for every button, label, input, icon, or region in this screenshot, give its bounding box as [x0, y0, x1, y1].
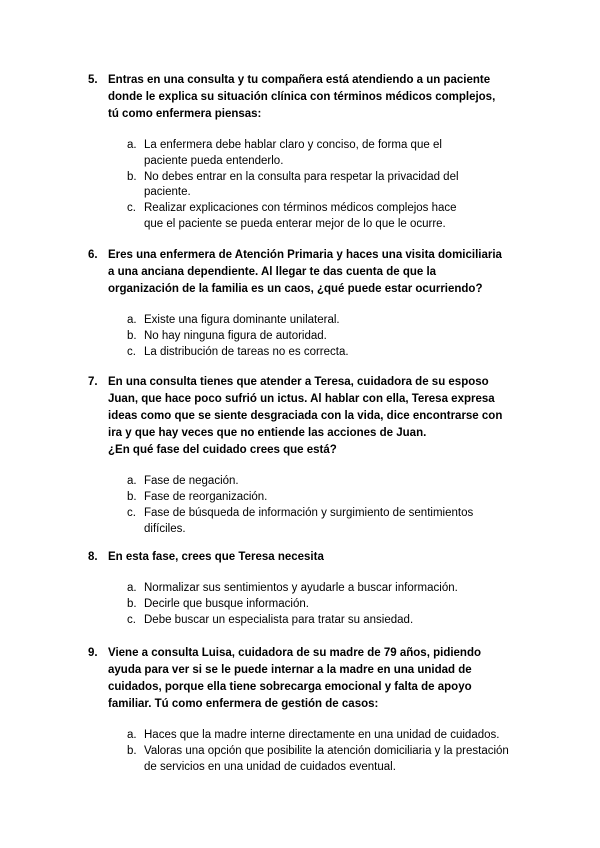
question-text: En una consulta tienes que atender a Teresa, cuidadora de su esposo Juan, que hace poco sufrió un ictus. Al hablar con ella, Teresa expresa ideas como que se siente desgraciada con la vida, dice encontrarse con ira y que hay veces que no entiende las acciones de Juan. ¿En qué fase del cuidado crees que está?: [108, 376, 503, 456]
option-letter: a.: [127, 314, 137, 326]
option-letter: c.: [127, 614, 136, 626]
option-text: No debes entrar en la consulta para respetar la privacidad del paciente.: [144, 170, 459, 198]
option-b: [127, 329, 507, 345]
option-letter: a.: [127, 475, 137, 487]
option-letter: c.: [127, 202, 136, 214]
option-letter: a.: [127, 139, 137, 151]
option-c: [127, 613, 527, 629]
option-text: Debe buscar un especialista para tratar su ansiedad.: [144, 614, 414, 626]
option-a: [127, 474, 487, 490]
option-a: [127, 138, 472, 169]
question-text: Viene a consulta Luisa, cuidadora de su madre de 79 años, pidiendo ayuda para ver si se le puede internar a la madre en una unidad de cuidados, porque ella tiene sobrecarga emocional y falta de apoyo familiar. Tú como enfermera de gestión de casos:: [108, 647, 482, 710]
question-number: 6.: [88, 249, 98, 261]
question-text: En esta fase, crees que Teresa necesita: [108, 551, 324, 563]
option-b: [127, 170, 472, 201]
option-text: La distribución de tareas no es correcta.: [144, 346, 349, 358]
option-text: Fase de búsqueda de información y surgimiento de sentimientos difíciles.: [144, 507, 474, 535]
question-number: 7.: [88, 376, 98, 388]
option-b: [127, 597, 527, 613]
question-6: [88, 247, 538, 361]
option-text: Fase de negación.: [144, 475, 239, 487]
question-number: 8.: [88, 551, 98, 563]
options-list: [127, 728, 519, 775]
option-a: [127, 581, 527, 597]
option-letter: b.: [127, 598, 137, 610]
option-a: [127, 728, 519, 744]
option-letter: b.: [127, 330, 137, 342]
option-c: [127, 506, 487, 537]
question-9: [88, 645, 538, 776]
question-7: [88, 374, 538, 538]
option-c: [127, 201, 472, 232]
option-text: Fase de reorganización.: [144, 491, 268, 503]
options-list: [127, 313, 507, 361]
option-letter: b.: [127, 745, 137, 757]
option-text: Normalizar sus sentimientos y ayudarle a buscar información.: [144, 582, 458, 594]
option-text: No hay ninguna figura de autoridad.: [144, 330, 327, 342]
options-list: [127, 474, 487, 537]
option-text: Existe una figura dominante unilateral.: [144, 314, 340, 326]
question-number: 9.: [88, 647, 98, 659]
option-letter: b.: [127, 491, 137, 503]
question-number: 5.: [88, 74, 98, 86]
option-letter: a.: [127, 582, 137, 594]
option-text: Valoras una opción que posibilite la atención domiciliaria y la prestación de servicios en una unidad de cuidados eventual.: [144, 745, 509, 773]
option-a: [127, 313, 507, 329]
option-text: Realizar explicaciones con términos médicos complejos hace que el paciente se pueda enterar mejor de lo que le ocurre.: [144, 202, 457, 230]
question-5: [88, 72, 538, 233]
option-text: Decirle que busque información.: [144, 598, 309, 610]
option-letter: c.: [127, 346, 136, 358]
option-text: Haces que la madre interne directamente en una unidad de cuidados.: [144, 729, 500, 741]
option-c: [127, 345, 507, 361]
option-text: La enfermera debe hablar claro y conciso, de forma que el paciente pueda entenderlo.: [144, 139, 442, 167]
options-list: [127, 138, 472, 232]
options-list: [127, 581, 527, 629]
question-8: [88, 549, 538, 629]
option-b: [127, 490, 487, 506]
option-letter: b.: [127, 170, 137, 183]
question-text: Entras en una consulta y tu compañera está atendiendo a un paciente donde le explica su situación clínica con términos médicos complejos, tú como enfermera piensas:: [108, 74, 496, 120]
option-letter: c.: [127, 507, 136, 519]
option-b: [127, 744, 519, 775]
option-letter: a.: [127, 729, 137, 741]
question-text: Eres una enfermera de Atención Primaria y haces una visita domiciliaria a una anciana dependiente. Al llegar te das cuenta de que la organización de la familia es un caos, ¿qué puede estar ocurriendo?: [108, 249, 502, 295]
